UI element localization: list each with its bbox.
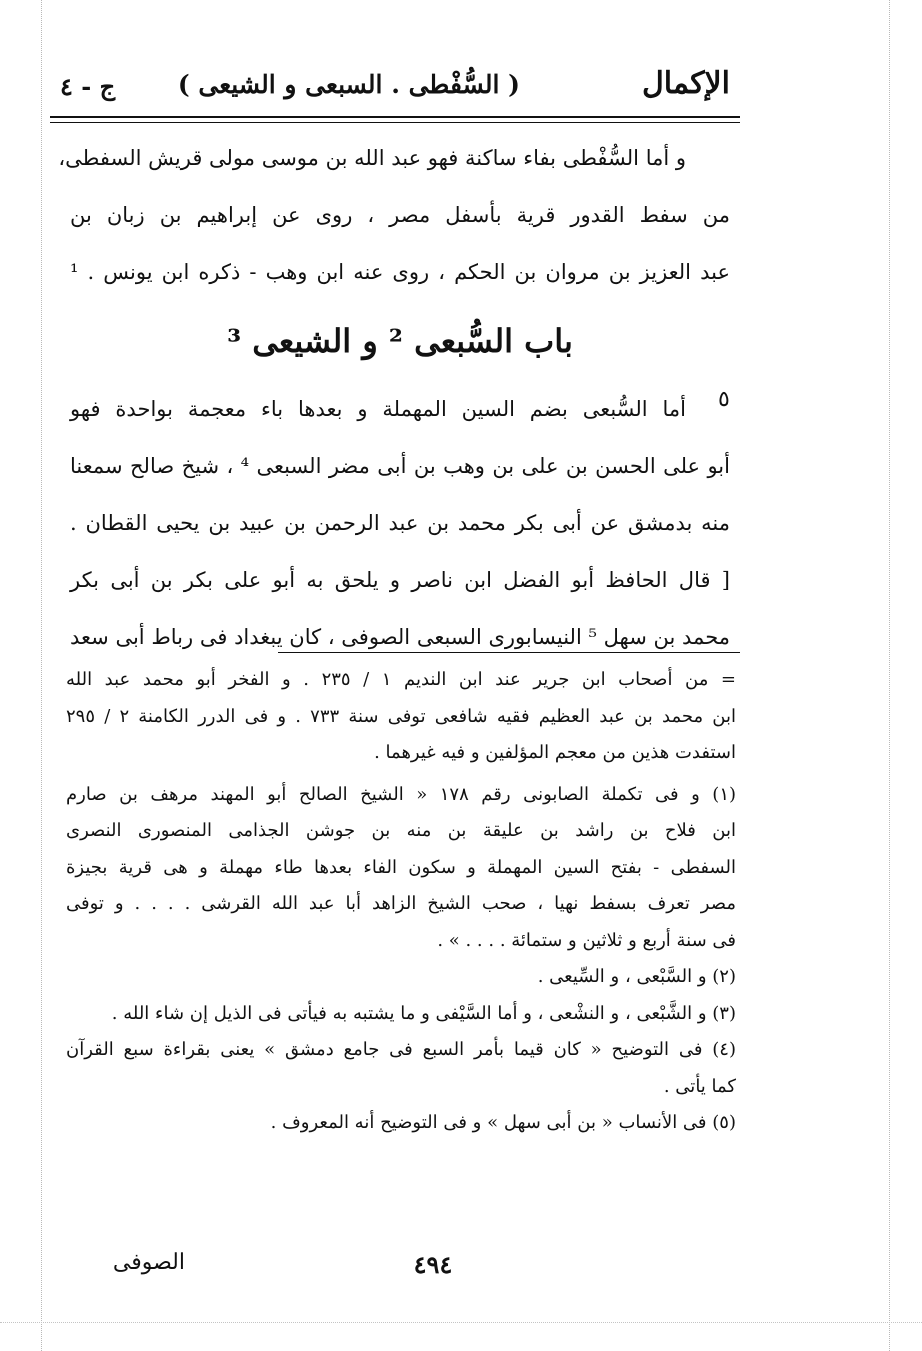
scan-dot-guide-left bbox=[41, 0, 42, 1351]
footnotes bbox=[66, 662, 736, 1142]
footnote-line: (٥) فى الأنساب « بن أبى سهل » و فى التوضيح أنه المعروف . bbox=[270, 1112, 736, 1133]
text-line: و أما السُّفْطى بفاء ساكنة فهو عبد الله بن موسى مولى قريش السفطى، bbox=[58, 146, 686, 170]
volume-number: ج - ٤ bbox=[60, 72, 116, 101]
section-title: ( السُّفْطى . السبعى و الشيعى ) bbox=[177, 70, 520, 99]
footnote-line: استفدت هذين من معجم المؤلفين و فيه غيرهما . bbox=[374, 742, 736, 763]
footnote-line: (٢) و السَّبْعى ، و السِّيعى . bbox=[537, 966, 736, 987]
footnote-line: ابن فلاح بن راشد بن عليقة بن منه بن جوشن الجذامى المنصورى النصرى bbox=[66, 820, 736, 841]
footnote-line: مصر تعرف بسفط نهيا ، صحب الشيخ الزاهد أبا عبد الله القرشى . . . . و توفى bbox=[66, 893, 736, 914]
text-line: محمد بن سهل ⁵ النيسابورى السبعى الصوفى ، كان يبغداد فى رباط أبى سعد bbox=[70, 625, 731, 649]
footnote-line: السفطى - بفتح السين المهملة و سكون الفاء بعدها طاء مهملة و هى قرية بجيزة bbox=[66, 856, 736, 878]
footnote-line: فى سنة أربع و ثلاثين و ستمائة . . . . » . bbox=[437, 929, 736, 951]
header-rule-thick bbox=[50, 116, 740, 118]
chapter-title: باب السُّبعى ² و الشيعى ³ bbox=[227, 322, 573, 360]
text-line: [ قال الحافظ أبو الفضل ابن ناصر و يلحق به أبو على بكر بن أبى بكر bbox=[70, 568, 730, 592]
running-header bbox=[60, 60, 730, 110]
text-line: من سفط القدور قرية بأسفل مصر ، روى عن إبراهيم بن زبان بن bbox=[70, 203, 730, 227]
footnote-line: (٣) و الشَّبْعى ، و النشْعى ، و أما السَّيْفى و ما يشتبه به فيأتى فى الذيل إن شاء الله . bbox=[111, 1002, 736, 1024]
footnote-line: (٤) فى التوضيح « كان قيما بأمر السبع فى جامع دمشق » يعنى بقراءة سبع القرآن bbox=[66, 1039, 736, 1060]
footnote-line: (١) و فى تكملة الصابونى رقم ١٧٨ « الشيخ الصالح أبو المهند مرهف بن صارم bbox=[66, 783, 737, 805]
text-line: عبد العزيز بن مروان بن الحكم ، روى عنه ابن وهب - ذكره ابن يونس . ¹ bbox=[70, 260, 730, 284]
text-line: منه بدمشق عن أبى بكر محمد بن عبد الرحمن بن عبيد بن يحيى القطان . bbox=[70, 511, 730, 535]
footnote-line: ابن محمد بن عبد العظيم فقيه شافعى توفى سنة ٧٣٣ . و فى الدرر الكامنة ٢ / ٢٩٥ bbox=[66, 705, 736, 727]
scan-dot-guide-right bbox=[889, 0, 890, 1351]
header-rule-thin bbox=[50, 122, 740, 123]
page-number: ٤٩٤ bbox=[413, 1250, 453, 1279]
catchword: الصوفى bbox=[112, 1250, 185, 1275]
scan-dot-guide-bottom bbox=[0, 1322, 922, 1323]
line-number-marker: ٥ bbox=[718, 387, 730, 412]
main-text bbox=[58, 130, 731, 666]
footnote-line: كما يأتى . bbox=[663, 1075, 736, 1097]
book-title: الإكمال bbox=[641, 66, 730, 101]
footnote-line: = من أصحاب ابن جرير عند ابن النديم ١ / ٢٣٥ . و الفخر أبو محمد عبد الله bbox=[66, 669, 736, 690]
footnote-separator bbox=[278, 652, 740, 653]
text-line: أبو على الحسن بن على بن وهب بن أبى مضر السبعى ⁴ ، شيخ صالح سمعنا bbox=[70, 454, 730, 478]
text-line: أما السُّبعى بضم السين المهملة و بعدها باء معجمة بواحدة فهو bbox=[70, 397, 686, 421]
